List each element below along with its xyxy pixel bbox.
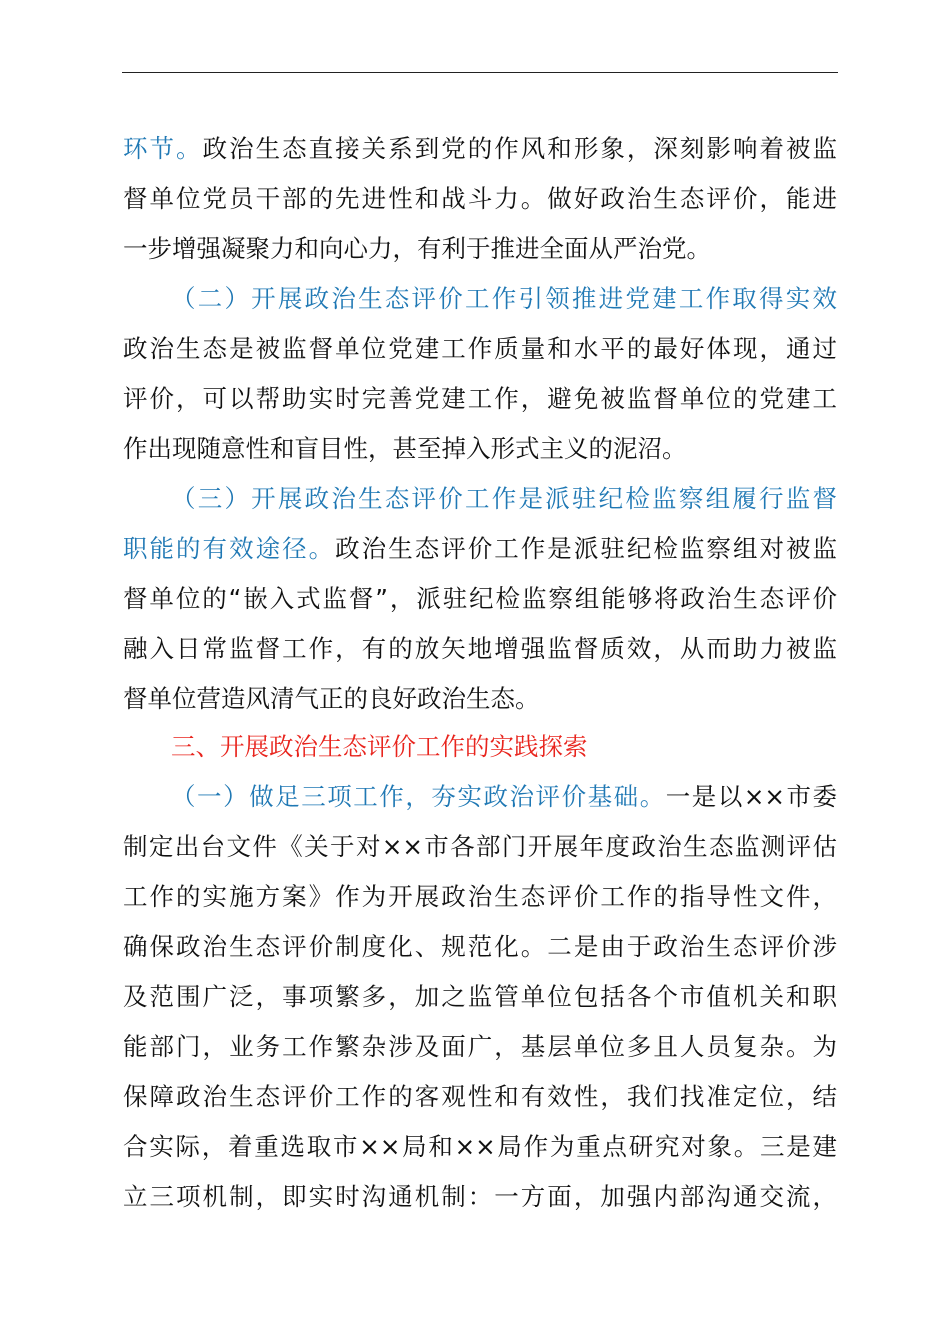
subheading-3: （三）开展政治生态评价工作是派驻纪检监察组履行监督: [171, 484, 837, 513]
text-line: [171, 772, 837, 822]
text-line: [123, 524, 837, 574]
text-line: 确保政治生态评价制度化、规范化。二是由于政治生态评价涉: [123, 932, 837, 961]
text-line: 一步增强凝聚力和向心力，有利于推进全面从严治党。: [123, 234, 711, 263]
text-line: 督单位的“嵌入式监督”，派驻纪检监察组能够将政治生态评价: [123, 584, 837, 613]
text-line: 及范围广泛，事项繁多，加之监管单位包括各个市值机关和职: [123, 982, 837, 1011]
text-line: 工作的实施方案》作为开展政治生态评价工作的指导性文件，: [123, 882, 837, 911]
text-line: 立三项机制，即实时沟通机制：一方面，加强内部沟通交流，: [123, 1182, 837, 1211]
text-line: 制定出台文件《关于对××市各部门开展年度政治生态监测评估: [123, 832, 837, 861]
body-text: 一是以××市委: [665, 782, 838, 811]
section-heading: 三、开展政治生态评价工作的实践探索: [171, 732, 588, 761]
text-line: 能部门，业务工作繁杂涉及面广，基层单位多且人员复杂。为: [123, 1032, 837, 1061]
text-line: 融入日常监督工作，有的放矢地增强监督质效，从而助力被监: [123, 634, 837, 663]
text-line: 督单位党员干部的先进性和战斗力。做好政治生态评价，能进: [123, 184, 837, 213]
text-line: [123, 124, 837, 174]
text-line: 合实际，着重选取市××局和××局作为重点研究对象。三是建: [123, 1132, 837, 1161]
text-line: 保障政治生态评价工作的客观性和有效性，我们找准定位，结: [123, 1082, 837, 1111]
body-text: 政治生态直接关系到党的作风和形象，深刻影响着被监: [202, 134, 838, 163]
subheading-1: （一）做足三项工作，夯实政治评价基础。: [171, 782, 666, 811]
subheading-2: （二）开展政治生态评价工作引领推进党建工作取得实效: [171, 284, 837, 313]
text-line: 政治生态是被监督单位党建工作质量和水平的最好体现，通过: [123, 334, 837, 363]
header-rule: [122, 72, 838, 73]
subheading-text: 职能的有效途径。: [123, 534, 336, 563]
text-line: 督单位营造风清气正的良好政治生态。: [123, 684, 540, 713]
subheading-text: 环节。: [123, 134, 203, 163]
text-line: 作出现随意性和盲目性，甚至掉入形式主义的泥沼。: [123, 434, 687, 463]
text-line: 评价，可以帮助实时完善党建工作，避免被监督单位的党建工: [123, 384, 837, 413]
body-text: 政治生态评价工作是派驻纪检监察组对被监: [335, 534, 838, 563]
